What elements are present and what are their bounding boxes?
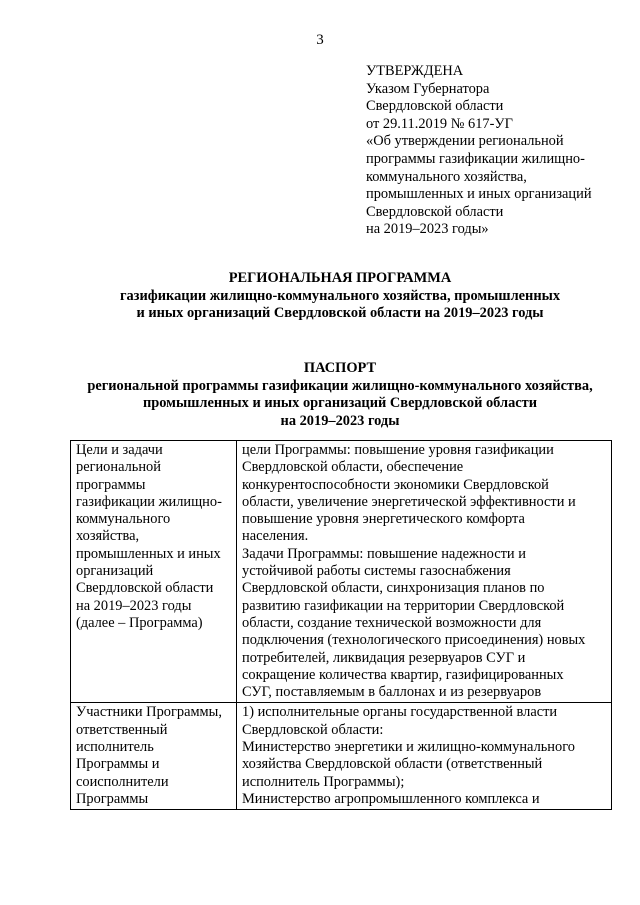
approval-line: промышленных и иных организаций [366, 186, 592, 203]
cell-line: промышленных и иных [76, 545, 221, 562]
cell-line: Задачи Программы: повышение надежности и [242, 545, 526, 562]
cell-line: организаций [76, 563, 154, 580]
passport-title-line: региональной программы газификации жилищно-коммунального хозяйства, [87, 377, 593, 394]
approval-line: программы газификации жилищно- [366, 150, 585, 167]
table-row [71, 441, 612, 703]
approval-line: Свердловской области [366, 203, 504, 220]
cell-line: потребителей, ликвидация резервуаров СУГ и [242, 649, 526, 666]
cell-line: хозяйства Свердловской области (ответственный [242, 756, 543, 773]
cell-line: сокращение количества квартир, газифицированных [242, 666, 564, 683]
approval-heading: УТВЕРЖДЕНА [366, 63, 464, 79]
cell-line: развитию газификации на территории Свердловской [242, 597, 565, 614]
approval-line: «Об утверждении региональной [366, 133, 564, 150]
approval-line: от 29.11.2019 № 617-УГ [366, 115, 513, 132]
cell-line: Программы [76, 790, 149, 807]
passport-title-line: на 2019–2023 годы [280, 412, 400, 429]
cell-line: региональной [76, 459, 161, 476]
cell-line: Свердловской области, обеспечение [242, 459, 464, 476]
passport-title [30, 360, 640, 430]
approval-line: на 2019–2023 годы» [366, 221, 489, 238]
program-title-line: и иных организаций Свердловской области на 2019–2023 годы [136, 305, 544, 322]
cell-line: Свердловской области: [242, 721, 384, 738]
cell-line: Свердловской области [76, 580, 214, 597]
approval-stamp [366, 63, 634, 239]
cell-line: хозяйства, [76, 528, 140, 545]
approval-line: Указом Губернатора [366, 80, 490, 97]
cell-line: населения. [242, 528, 309, 545]
passport-table [70, 440, 612, 810]
passport-title-line: промышленных и иных организаций Свердловской области [142, 395, 538, 412]
cell-line: СУГ, поставляемым в баллонах и из резервуаров [242, 684, 542, 701]
table-row [71, 703, 612, 810]
cell-line: устойчивой работы системы газоснабжения [242, 563, 511, 580]
cell-line: (далее – Программа) [76, 614, 203, 631]
program-title-line: газификации жилищно-коммунального хозяйства, промышленных [119, 287, 561, 304]
approval-line: Свердловской области [366, 98, 504, 115]
cell-line: подключения (технологического присоединения) новых [242, 632, 586, 649]
cell-line: коммунального [76, 511, 171, 528]
cell-line: ответственный [76, 721, 168, 738]
cell-line: программы [76, 476, 146, 493]
approval-line: коммунального хозяйства, [366, 168, 527, 185]
page-number: 3 [316, 32, 324, 48]
cell-line: области, увеличение энергетической эффективности и [242, 493, 576, 510]
row-label-cell [71, 441, 237, 703]
cell-line: повышение уровня энергетического комфорта [242, 511, 525, 528]
cell-line: Министерство агропромышленного комплекса и [242, 790, 540, 807]
cell-line: соисполнители [76, 773, 169, 790]
program-title [30, 270, 640, 323]
cell-line: Программы и [76, 756, 160, 773]
cell-line: Свердловской области, синхронизация планов по [242, 580, 545, 597]
row-label-cell [71, 703, 237, 810]
cell-line: 1) исполнительные органы государственной власти [242, 704, 558, 721]
row-content-cell [237, 441, 612, 703]
cell-line: газификации жилищно- [76, 493, 222, 510]
cell-line: на 2019–2023 годы [76, 597, 192, 614]
cell-line: цели Программы: повышение уровня газификации [242, 442, 554, 458]
passport-heading: ПАСПОРТ [303, 360, 377, 376]
cell-line: Участники Программы, [76, 704, 222, 721]
program-title-heading: РЕГИОНАЛЬНАЯ ПРОГРАММА [228, 270, 452, 286]
cell-line: области, создание технической возможности для [242, 614, 542, 631]
cell-line: Министерство энергетики и жилищно-коммунального [242, 739, 575, 756]
cell-line: Цели и задачи [76, 442, 163, 458]
cell-line: исполнитель [76, 739, 154, 756]
cell-line: конкурентоспособности экономики Свердловской [242, 476, 549, 493]
cell-line: исполнитель Программы); [242, 773, 405, 790]
row-content-cell [237, 703, 612, 810]
